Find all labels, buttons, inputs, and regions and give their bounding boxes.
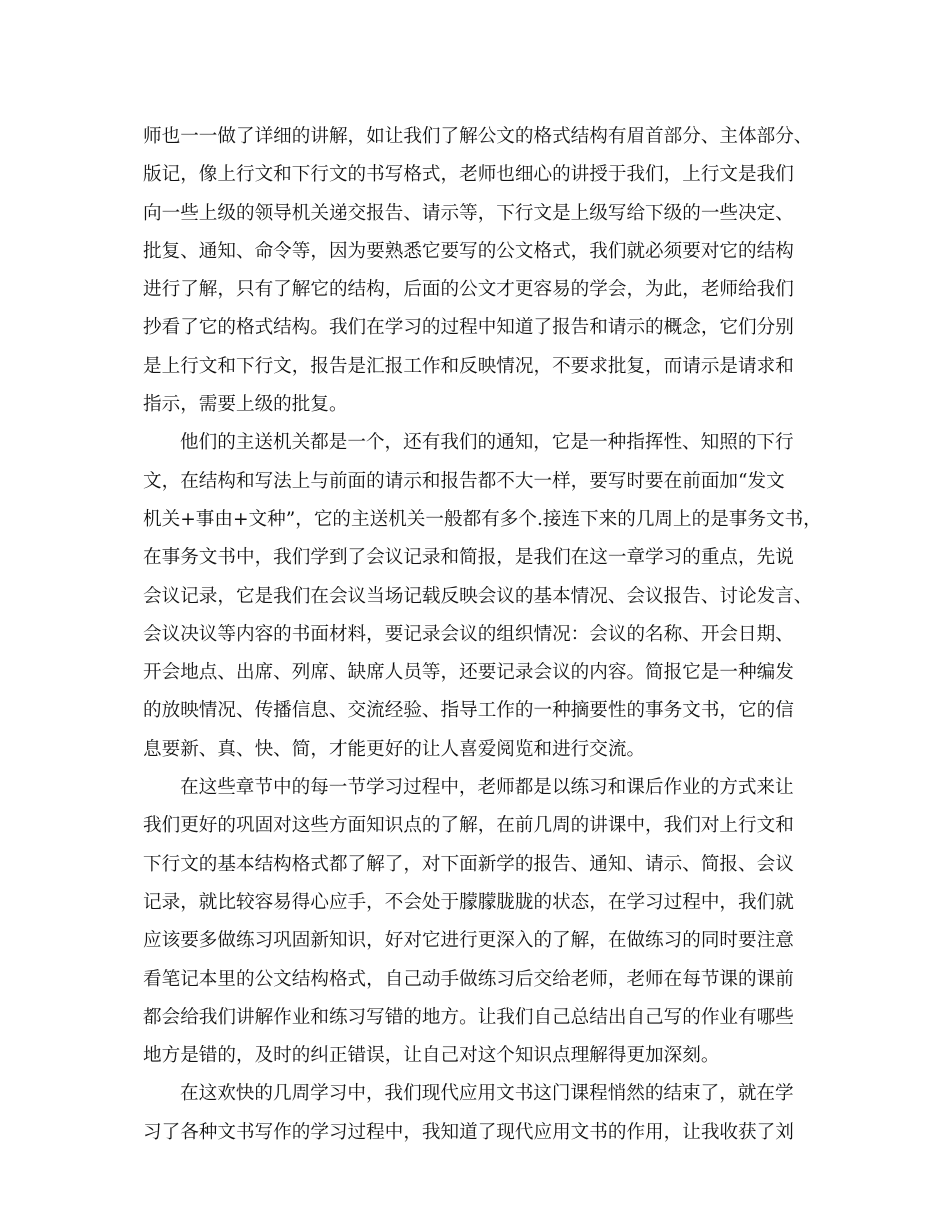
- paragraph-first-line: 在这欢快的几周学习中，我们现代应用文书这门课程悄然的结束了，就在学: [180, 1083, 794, 1105]
- text-line: 的放映情况、传播信息、交流经验、指导工作的一种摘要性的事务文书，它的信: [143, 700, 794, 722]
- text-line: 批复、通知、命令等，因为要熟悉它要写的公文格式，我们就必须要对它的结构: [143, 240, 794, 262]
- text-line: 师也一一做了详细的讲解，如让我们了解公文的格式结构有眉首部分、主体部分、: [143, 126, 813, 147]
- text-line: 版记，像上行文和下行文的书写格式，老师也细心的讲授于我们，上行文是我们: [143, 164, 794, 186]
- paragraph-first-line: 在这些章节中的每一节学习过程中，老师都是以练习和课后作业的方式来让: [180, 777, 794, 799]
- body-text: [143, 118, 823, 1152]
- text-line: 指示，需要上级的批复。: [143, 394, 348, 416]
- text-line: 机关+事由+文种”，它的主送机关一般都有多个.接连下来的几周上的是事务文书，: [143, 508, 822, 530]
- text-line: 地方是错的，及时的纠正错误，让自己对这个知识点理解得更加深刻。: [143, 1045, 720, 1067]
- text-line: 会议记录，它是我们在会议当场记载反映会议的基本情况、会议报告、讨论发言、: [143, 585, 813, 607]
- paragraph-first-line: 他们的主送机关都是一个，还有我们的通知，它是一种指挥性、知照的下行: [180, 432, 794, 454]
- text-line: 应该要多做练习巩固新知识，好对它进行更深入的了解，在做练习的同时要注意: [143, 930, 794, 952]
- text-line: 抄看了它的格式结构。我们在学习的过程中知道了报告和请示的概念，它们分别: [143, 317, 794, 339]
- text-line: 在事务文书中，我们学到了会议记录和简报，是我们在这一章学习的重点，先说: [143, 547, 794, 569]
- text-line: 我们更好的巩固对这些方面知识点的了解，在前几周的讲课中，我们对上行文和: [143, 815, 794, 837]
- text-line: 习了各种文书写作的学习过程中，我知道了现代应用文书的作用，让我收获了刘: [143, 1121, 794, 1143]
- text-line: 会议决议等内容的书面材料，要记录会议的组织情况：会议的名称、开会日期、: [143, 623, 794, 645]
- text-line: 进行了解，只有了解它的结构，后面的公文才更容易的学会，为此，老师给我们: [143, 279, 794, 301]
- text-line: 下行文的基本结构格式都了解了，对下面新学的报告、通知、请示、简报、会议: [143, 853, 794, 875]
- text-line: 看笔记本里的公文结构格式，自己动手做练习后交给老师，老师在每节课的课前: [143, 968, 794, 990]
- text-line: 是上行文和下行文，报告是汇报工作和反映情况，不要求批复，而请示是请求和: [143, 355, 794, 377]
- text-line: 开会地点、出席、列席、缺席人员等，还要记录会议的内容。简报它是一种编发: [143, 662, 794, 684]
- text-line: 向一些上级的领导机关递交报告、请示等，下行文是上级写给下级的一些决定、: [143, 202, 794, 224]
- text-line: 文，在结构和写法上与前面的请示和报告都不大一样，要写时要在前面加“发文: [143, 470, 785, 492]
- text-line: 息要新、真、快、简，才能更好的让人喜爱阅览和进行交流。: [143, 738, 646, 760]
- text-line: 记录，就比较容易得心应手，不会处于朦朦胧胧的状态，在学习过程中，我们就: [143, 891, 794, 913]
- text-line: 都会给我们讲解作业和练习写错的地方。让我们自己总结出自己写的作业有哪些: [143, 1006, 794, 1028]
